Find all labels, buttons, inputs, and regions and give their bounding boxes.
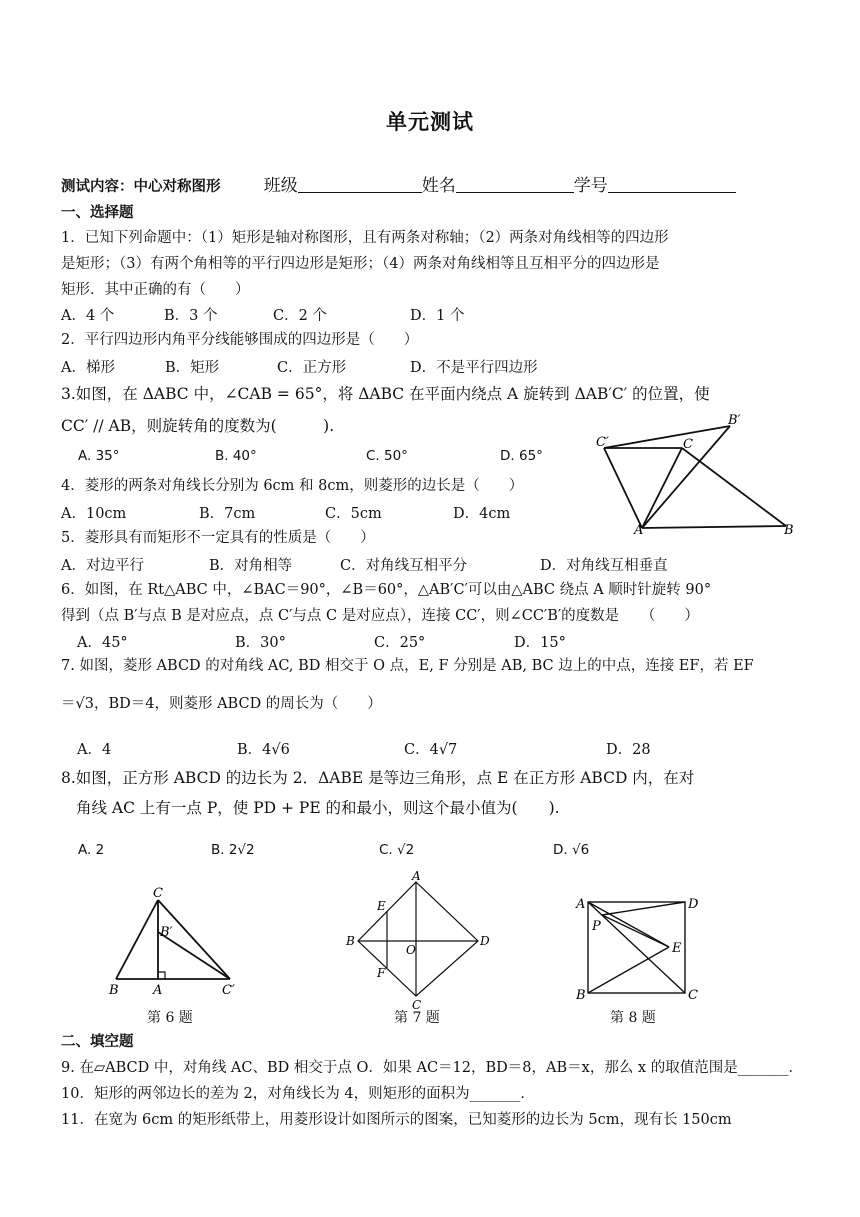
q5-option-a: A．对边平行	[61, 558, 144, 574]
segment-AC-prime	[604, 448, 642, 528]
q3-option-b: B. 40°	[215, 448, 257, 464]
q8-label-A: A	[576, 897, 586, 912]
q8-option-c: C. √2	[379, 842, 415, 858]
rhombus-ABCD	[358, 882, 478, 996]
q8-label-P: P	[592, 919, 601, 934]
q4-option-a: A．10cm	[61, 506, 127, 522]
content-label: 测试内容：中心对称图形	[61, 179, 221, 195]
q3-label-B-prime: B′	[728, 413, 741, 428]
q6-label-C-prime: C′	[222, 983, 235, 998]
q6-option-d: D．15°	[514, 635, 566, 651]
page-title: 单元测试	[386, 110, 474, 134]
section-choice-heading: 一、选择题	[61, 205, 134, 221]
q2-option-a: A．梯形	[61, 360, 115, 376]
q3-line2: CC′ // AB，则旋转角的度数为( ).	[61, 417, 335, 435]
class-blank[interactable]	[298, 176, 422, 193]
q6-label-A: A	[153, 983, 163, 998]
q7-label-E: E	[377, 899, 386, 913]
q10-line: 10．矩形的两邻边长的差为 2，对角线长为 4，则矩形的面积为_______．	[61, 1086, 535, 1102]
q7-label-A: A	[412, 870, 421, 883]
q3-line1: 3.如图，在 ΔABC 中，∠CAB = 65°，将 ΔABC 在平面内绕点 A 旋转到 ΔAB′C′ 的位置，使	[61, 385, 710, 403]
q1-line3: 矩形．其中正确的有（ ）	[61, 282, 250, 298]
q6-figure	[96, 886, 246, 1002]
q8-option-a: A. 2	[78, 842, 105, 858]
segment-CB	[682, 448, 786, 526]
q8-line1: 8.如图，正方形 ABCD 的边长为 2．ΔABE 是等边三角形，点 E 在正方形 ABCD 内，在对	[61, 769, 695, 787]
q7-label-B: B	[346, 934, 355, 948]
q7-line1: 7. 如图，菱形 ABCD 的对角线 AC, BD 相交于 O 点，E, F 分别是 AB, BC 边上的中点，连接 EF，若 EF	[61, 658, 754, 674]
section-fill-heading: 二、填空题	[61, 1034, 134, 1050]
q7-label-D: D	[480, 934, 490, 948]
q2-option-c: C．正方形	[277, 360, 347, 376]
caption-q7: 第 7 题	[394, 1010, 440, 1026]
q5-line1: 5．菱形具有而矩形不一定具有的性质是（ ）	[61, 530, 375, 546]
class-label: 班级	[263, 176, 298, 196]
id-label: 学号	[573, 176, 608, 196]
caption-q6: 第 6 题	[147, 1010, 193, 1026]
q1-line2: 是矩形；（3）有两个角相等的平行四边形是矩形；（4）两条对角线相等且互相平分的四边形是	[61, 256, 660, 272]
segment-BE	[588, 947, 669, 993]
q6-label-B-prime: B′	[160, 925, 173, 940]
q3-option-c: C. 50°	[366, 448, 408, 464]
q6-label-B: B	[109, 983, 119, 998]
q2-line1: 2．平行四边形内角平分线能够围成的四边形是（ ）	[61, 332, 419, 348]
name-blank[interactable]	[456, 176, 574, 193]
q6-line1: 6．如图，在 Rt△ABC 中，∠BAC＝90°，∠B＝60°，△AB′C′可以由△ABC 绕点 A 顺时针旋转 90°	[61, 582, 712, 598]
segment-AB	[642, 526, 786, 528]
q4-option-c: C．5cm	[325, 506, 382, 522]
q5-option-b: B．对角相等	[209, 558, 293, 574]
caption-q8: 第 8 题	[610, 1010, 656, 1026]
q4-option-d: D．4cm	[453, 506, 511, 522]
q7-label-C: C	[412, 998, 422, 1010]
q7-option-d: D．28	[606, 742, 651, 758]
segment-C-prime-B-prime	[604, 426, 730, 448]
q8-label-B: B	[576, 988, 586, 1003]
q11-line: 11．在宽为 6cm 的矩形纸带上，用菱形设计如图所示的图案，已知菱形的边长为 5cm，现有长 150cm	[61, 1112, 732, 1128]
q8-label-C: C	[688, 988, 698, 1003]
q8-option-d: D. √6	[553, 842, 590, 858]
id-blank[interactable]	[608, 176, 736, 193]
q4-option-b: B．7cm	[199, 506, 256, 522]
q7-option-b: B．4√6	[237, 742, 290, 758]
right-angle-mark	[158, 972, 165, 979]
q8-label-E: E	[672, 941, 682, 956]
q6-line2: 得到（点 B′与点 B 是对应点，点 C′与点 C 是对应点），连接 CC′，则∠CC′B′的度数是 （ ）	[61, 608, 699, 624]
q7-label-F: F	[377, 966, 386, 980]
q6-label-C: C	[153, 886, 163, 901]
q7-label-O: O	[406, 943, 416, 957]
q7-option-a: A．4	[77, 742, 112, 758]
name-label: 姓名	[421, 176, 456, 196]
q8-figure	[568, 888, 708, 1004]
q7-line2: ＝√3，BD＝4，则菱形 ABCD 的周长为（ ）	[61, 696, 382, 712]
segment-BC	[116, 900, 158, 979]
q5-option-c: C．对角线互相平分	[340, 558, 468, 574]
q3-rotation-figure	[590, 408, 800, 538]
q1-option-b: B．3 个	[164, 308, 218, 324]
q3-label-C-prime: C′	[596, 435, 609, 450]
q8-label-D: D	[688, 897, 699, 912]
q3-label-A: A	[634, 523, 644, 538]
q2-option-d: D．不是平行四边形	[410, 360, 538, 376]
q7-figure	[342, 870, 492, 1010]
q8-line2: 角线 AC 上有一点 P，使 PD + PE 的和最小，则这个最小值为( ).	[76, 799, 560, 817]
q6-option-c: C．25°	[374, 635, 426, 651]
q2-option-b: B．矩形	[165, 360, 220, 376]
q6-option-a: A．45°	[77, 635, 128, 651]
q3-label-B: B	[784, 523, 794, 538]
q3-option-d: D. 65°	[500, 448, 543, 464]
q8-option-b: B. 2√2	[211, 842, 255, 858]
segment-PE	[602, 915, 669, 947]
q3-label-C: C	[683, 437, 693, 452]
q9-line: 9. 在▱ABCD 中，对角线 AC、BD 相交于点 O．如果 AC＝12，BD＝8，AB＝x，那么 x 的取值范围是_______．	[61, 1060, 803, 1076]
q1-option-c: C．2 个	[273, 308, 327, 324]
q1-line1: 1．已知下列命题中：（1）矩形是轴对称图形，且有两条对称轴；（2）两条对角线相等的四边形	[61, 230, 669, 246]
q3-option-a: A. 35°	[78, 448, 120, 464]
q4-line1: 4．菱形的两条对角线长分别为 6cm 和 8cm，则菱形的边长是（ ）	[61, 478, 524, 494]
q1-option-d: D．1 个	[410, 308, 465, 324]
q7-option-c: C．4√7	[404, 742, 458, 758]
q1-option-a: A．4 个	[61, 308, 115, 324]
segment-DP	[602, 902, 685, 915]
header-line	[61, 176, 736, 197]
q6-option-b: B．30°	[235, 635, 286, 651]
q5-option-d: D．对角线互相垂直	[540, 558, 668, 574]
